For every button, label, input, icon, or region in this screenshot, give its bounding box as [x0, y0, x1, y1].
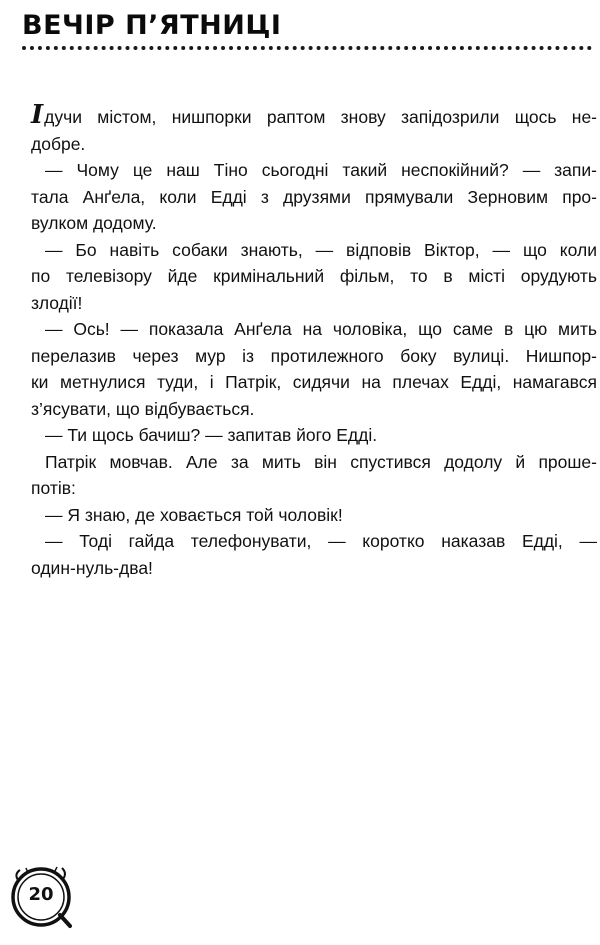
story-line: злодії! [31, 292, 83, 313]
story-line: — Я знаю, де ховається той чоловік! [45, 504, 343, 525]
chapter-header [22, 8, 592, 50]
story-line: ки метнулися туди, і Патрік, сидячи на плечах Едді, намагався [31, 372, 597, 392]
story-line: Ідучи містом, нишпорки раптом знову запідозрили щось не- [31, 100, 597, 130]
page-number: 20 [28, 884, 54, 905]
story-line: з’ясувати, що відбувається. [31, 398, 255, 419]
story-line: — Тоді гайда телефонувати, — коротко наказав Едді, — [45, 531, 597, 551]
page-number-badge [4, 860, 78, 934]
story-line: по телевізору йде кримінальний фільм, то в місті орудують [31, 266, 597, 286]
story-line: перелазив через мур із протилежного боку вулиці. Нишпор- [31, 345, 597, 366]
story-line: потів: [31, 478, 76, 498]
story-line: — Бо навіть собаки знають, — відповів Віктор, — що коли [45, 239, 597, 260]
dotted-divider [22, 46, 592, 50]
story-text [31, 100, 597, 581]
story-line: один-нуль-два! [31, 557, 153, 578]
story-line: вулком додому. [31, 213, 157, 233]
chapter-title: ВЕЧІР П’ЯТНИЦІ [22, 10, 282, 41]
story-line: — Ось! — показала Анґела на чоловіка, що саме в цю мить [45, 319, 597, 339]
story-line: тала Анґела, коли Едді з друзями прямували Зерновим про- [31, 186, 597, 207]
story-line: — Ти щось бачиш? — запитав його Едді. [45, 425, 378, 445]
drop-cap: І [31, 100, 44, 130]
story-line: — Чому це наш Тіно сьогодні такий неспокійний? — запи- [45, 160, 597, 180]
story-line: добре. [31, 133, 86, 154]
story-line: Патрік мовчав. Але за мить він спустився додолу й проше- [45, 451, 597, 472]
